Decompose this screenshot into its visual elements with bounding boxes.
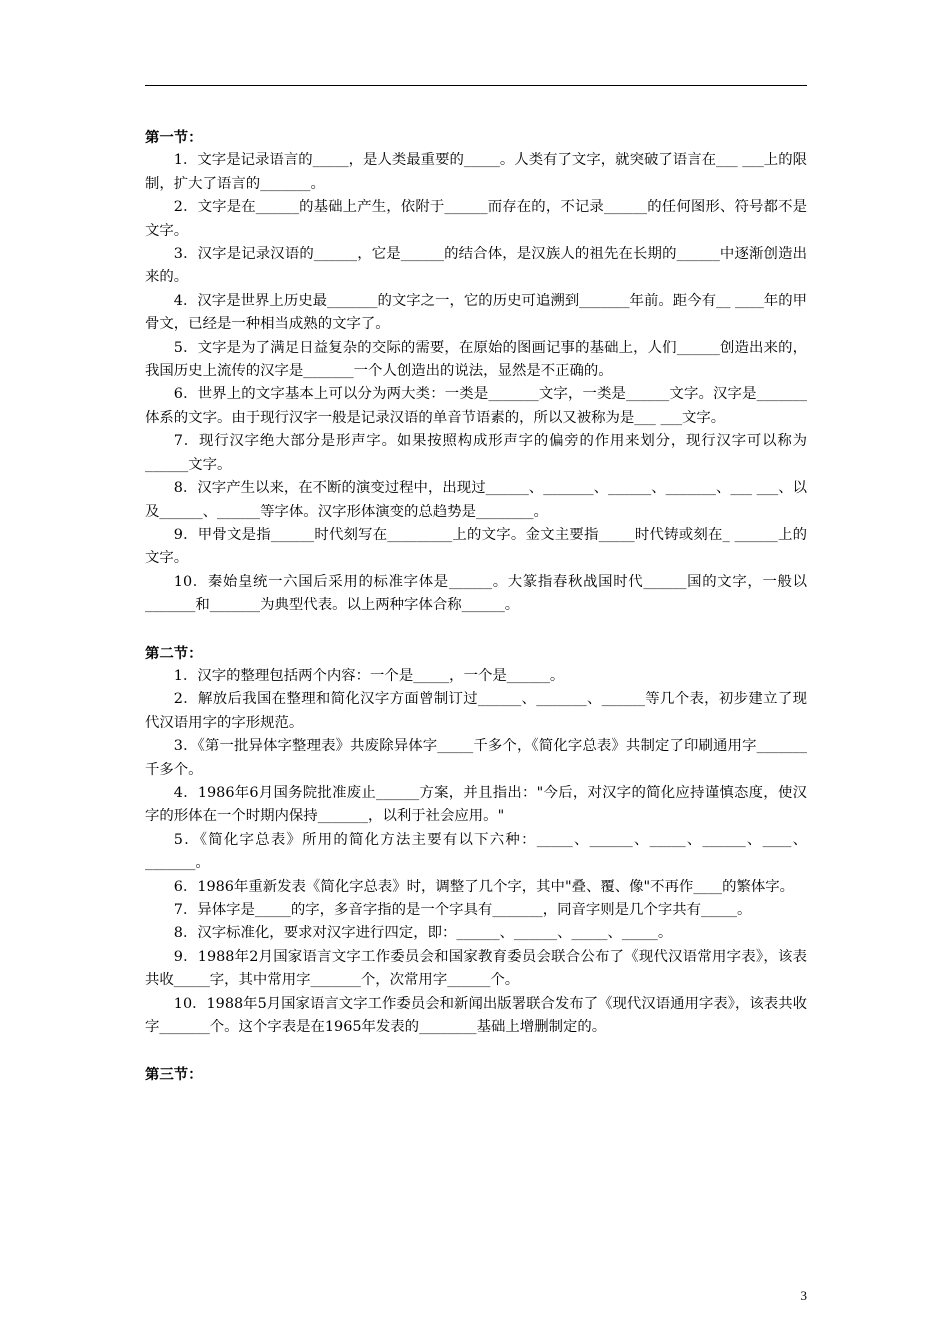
question-item: 6．1986年重新发表《简化字总表》时，调整了几个字，其中"叠、覆、像"不再作____的繁体字。 [173,878,795,895]
question-item: 3．《第一批异体字整理表》共废除异体字_____千多个，《简化字总表》共制定了印刷通用字_______千多个。 [145,738,807,778]
section-spacer [145,618,807,642]
question-item: 7．现行汉字绝大部分是形声字。如果按照构成形声字的偏旁的作用来划分，现行汉字可以称为______文字。 [145,433,807,473]
question-item: 3．汉字是记录汉语的______，它是______的结合体，是汉族人的祖先在长期的______中逐渐创造出来的。 [145,246,807,286]
question-item: 10．1988年5月国家语言文字工作委员会和新闻出版署联合发布了《现代汉语通用字表》，该表共收字_______个。这个字表是在1965年发表的________基础上增删制定的。 [145,995,807,1036]
question-item: 5．《简化字总表》所用的简化方法主要有以下六种：_____、______、_____、______、____、_______。 [145,831,807,872]
question-item: 2．解放后我国在整理和简化汉字方面曾制订过______、_______、______等几个表，初步建立了现代汉语用字的字形规范。 [145,691,807,731]
question-item: 4．汉字是世界上历史最_______的文字之一，它的历史可追溯到_______年前。距今有__ ____年的甲骨文，已经是一种相当成熟的文字了。 [145,292,807,333]
section-spacer [145,1039,807,1063]
question-item: 8．汉字标准化，要求对汉字进行四定，即：______、______、_____、_____。 [173,925,673,942]
page-number: 3 [800,1288,807,1303]
question-item: 2．文字是在______的基础上产生，依附于______而存在的，不记录______的任何图形、符号都不是文字。 [145,199,807,239]
question-item: 6．世界上的文字基本上可以分为两大类：一类是_______文字，一类是______文字。汉字是_______体系的文字。由于现行汉字一般是记录汉语的单音节语素的，所以又被称为是___ ___文字。 [145,386,807,426]
section-2 [145,642,807,1040]
header-rule [145,85,807,86]
section-title: 第一节： [145,129,203,146]
question-item: 10．秦始皇统一六国后采用的标准字体是______。大篆指春秋战国时代______国的文字，一般以_______和_______为典型代表。以上两种字体合称______。 [145,573,807,614]
question-item: 5．文字是为了满足日益复杂的交际的需要，在原始的图画记事的基础上，人们______创造出来的，我国历史上流传的汉字是_______一个人创造出的说法，显然是不正确的。 [145,339,807,380]
question-item: 9．甲骨文是指______时代刻写在_________上的文字。金文主要指_____时代铸或刻在_ ______上的文字。 [145,526,807,567]
section-title: 第二节： [145,644,203,662]
question-item: 4．1986年6月国务院批准废止______方案，并且指出："今后，对汉字的简化应持谨慎态度，使汉字的形体在一个时期内保持_______，以利于社会应用。" [145,784,807,825]
question-item: 1．汉字的整理包括两个内容：一个是_____，一个是______。 [173,667,565,684]
section-3 [145,1063,807,1086]
question-item: 8．汉字产生以来，在不断的演变过程中，出现过______、_______、______、_______、___ ___、以及______、______等字体。汉字形体演变的总趋势是________。 [145,480,807,520]
question-item: 9．1988年2月国家语言文字工作委员会和国家教育委员会联合公布了《现代汉语常用字表》，该表共收_____字，其中常用字_______个，次常用字______个。 [145,948,807,989]
document-body [145,126,807,1087]
question-item: 1．文字是记录语言的_____，是人类最重要的_____。人类有了文字，就突破了语言在___ ___上的限制，扩大了语言的_______。 [145,152,807,192]
question-item: 7．异体字是_____的字，多音字指的是一个字具有_______，同音字则是几个字共有_____。 [173,902,752,918]
section-1 [145,126,807,618]
section-title: 第三节： [145,1066,203,1084]
